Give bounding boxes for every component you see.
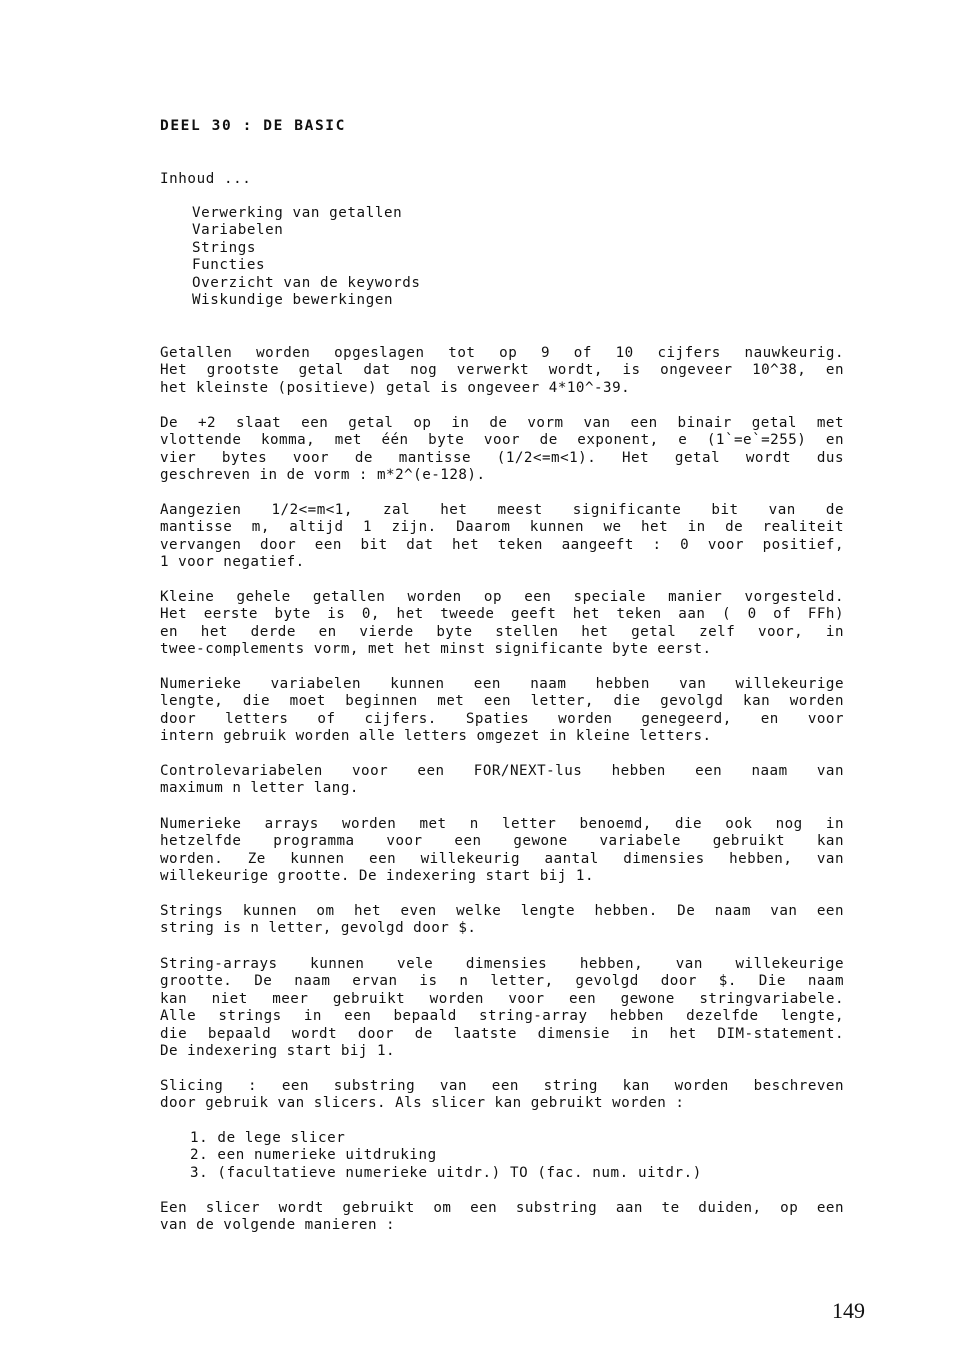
toc-item: Variabelen (192, 222, 284, 239)
paragraph-line: Alle strings in een bepaald string-array hebben dezelfde lengte, (160, 1008, 844, 1025)
paragraph-binary-format (160, 415, 844, 485)
paragraph-line: Het eerste byte is 0, het tweede geeft het teken aan ( 0 of FFh) (160, 606, 844, 623)
paragraph-line: Een slicer wordt gebruikt om een substring aan te duiden, op een (160, 1200, 844, 1216)
paragraph-line: vervangen door een bit dat het teken aangeeft : 0 voor positief, (160, 536, 844, 553)
paragraph-small-integers (160, 589, 844, 659)
paragraph-line: String-arrays kunnen vele dimensies hebben, van willekeurige (160, 956, 844, 972)
paragraph-line: Strings kunnen om het even welke lengte hebben. De naam van een (160, 903, 844, 919)
paragraph-line: Controlevariabelen voor een FOR/NEXT-lus hebben een naam van (160, 763, 844, 779)
paragraph-number-storage (160, 345, 844, 397)
paragraph-line: De indexering start bij 1. (160, 1043, 396, 1060)
paragraph-line: intern gebruik worden alle letters omgezet in kleine letters. (160, 728, 712, 745)
toc-item: Wiskundige bewerkingen (192, 292, 394, 309)
paragraph-strings (160, 903, 844, 938)
paragraph-line: 1 voor negatief. (160, 554, 305, 571)
paragraph-line: Getallen worden opgeslagen tot op 9 of 10 cijfers nauwkeurig. (160, 345, 844, 361)
page-number: 149 (832, 1298, 865, 1323)
paragraph-line: maximum n letter lang. (160, 780, 359, 797)
paragraph-line: Numerieke arrays worden met n letter benoemd, die ook nog in (160, 816, 844, 832)
paragraph-line: Slicing : een substring van een string kan worden beschreven (160, 1078, 844, 1094)
paragraph-line: string is n letter, gevolgd door $. (160, 920, 477, 937)
paragraph-line: vlottende komma, met één byte voor de exponent, e (1`=e`=255) en (160, 432, 844, 449)
paragraph-line: van de volgende manieren : (160, 1217, 396, 1234)
paragraph-line: De +2 slaat een getal op in de vorm van een binair getal met (160, 415, 844, 431)
paragraph-control-variables (160, 763, 844, 798)
paragraph-line: vier bytes voor de mantisse (1/2<=m<1). Het getal wordt dus (160, 449, 844, 466)
paragraph-line: door gebruik van slicers. Als slicer kan gebruikt worden : (160, 1095, 685, 1112)
toc-item: Functies (192, 257, 266, 274)
paragraph-line: willekeurige grootte. De indexering start bij 1. (160, 868, 594, 885)
list-item: 2. een numerieke uitdruking (190, 1147, 437, 1164)
paragraph-numeric-variables (160, 676, 844, 746)
paragraph-line: geschreven in de vorm : m*2^(e-128). (160, 467, 486, 484)
paragraph-line: Numerieke variabelen kunnen een naam hebben van willekeurige (160, 676, 844, 692)
paragraph-closing (160, 1200, 844, 1235)
list-item: 1. de lege slicer (190, 1130, 346, 1146)
paragraph-line: lengte, die moet beginnen met een letter, die gevolgd kan worden (160, 693, 844, 710)
paragraph-line: grootte. De naam ervan is n letter, gevolgd door $. Die naam (160, 973, 844, 990)
paragraph-line: Aangezien 1/2<=m<1, zal het meest significante bit van de (160, 502, 844, 518)
paragraph-line: worden. Ze kunnen een willekeurig aantal dimensies hebben, van (160, 850, 844, 867)
list-item: 3. (facultatieve numerieke uitdr.) TO (fac. num. uitdr.) (190, 1164, 702, 1181)
paragraph-line: Het grootste getal dat nog verwerkt wordt, is ongeveer 10^38, en (160, 362, 844, 379)
contents-label: Inhoud ... (160, 171, 252, 187)
toc-item: Overzicht van de keywords (192, 274, 421, 291)
paragraph-line: twee-complements vorm, met het minst significante byte eerst. (160, 641, 712, 658)
paragraph-slicing (160, 1078, 844, 1113)
paragraph-string-arrays (160, 956, 844, 1060)
slicer-list (190, 1130, 702, 1182)
paragraph-line: mantisse m, altijd 1 zijn. Daarom kunnen we het in de realiteit (160, 519, 844, 536)
paragraph-line: kan niet meer gebruikt worden voor een gewone stringvariabele. (160, 990, 844, 1007)
paragraph-line: Kleine gehele getallen worden op een speciale manier vorgesteld. (160, 589, 844, 605)
paragraph-numeric-arrays (160, 816, 844, 886)
toc-item: Verwerking van getallen (192, 205, 403, 221)
paragraph-line: door letters of cijfers. Spaties worden genegeerd, en voor (160, 710, 844, 727)
paragraph-line: en het derde en vierde byte stellen het getal zelf voor, in (160, 623, 844, 640)
paragraph-line: die bepaald wordt door de laatste dimensie in het DIM-statement. (160, 1025, 844, 1042)
paragraph-line: hetzelfde programma voor een gewone variabele gebruikt kan (160, 833, 844, 850)
paragraph-line: het kleinste (positieve) getal is ongeveer 4*10^-39. (160, 379, 631, 396)
toc-item: Strings (192, 239, 256, 256)
page-title: DEEL 30 : DE BASIC (160, 118, 346, 134)
table-of-contents (192, 205, 421, 309)
paragraph-mantisse (160, 502, 844, 572)
